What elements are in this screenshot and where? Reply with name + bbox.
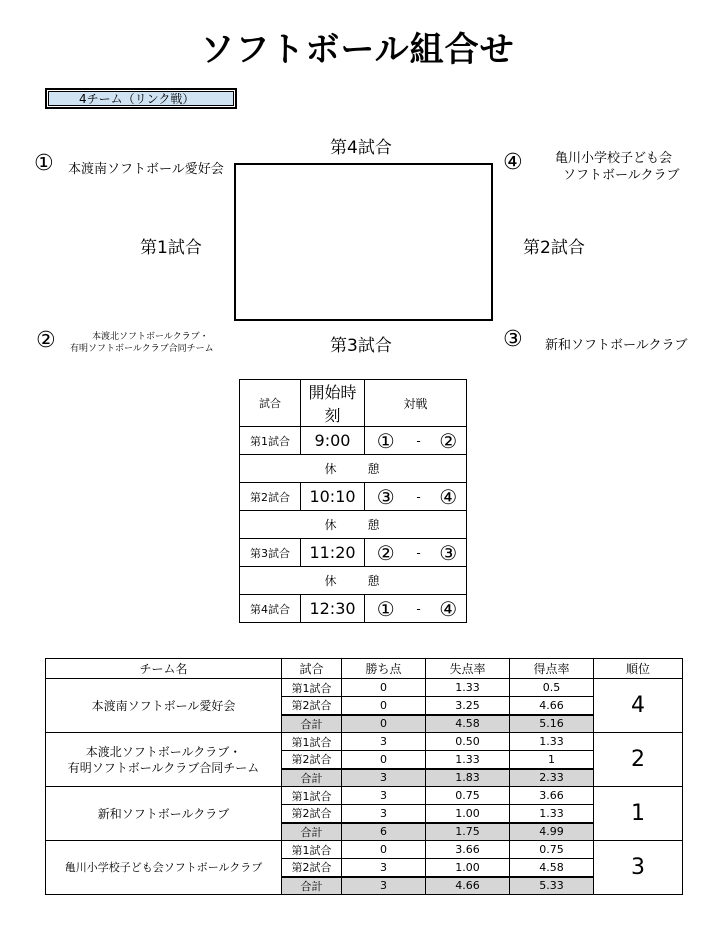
results-score-rate: 3.66 xyxy=(510,787,594,805)
rest-label-a: 休 xyxy=(324,462,339,476)
results-total-lost-rate: 1.75 xyxy=(426,823,510,841)
results-lost-rate: 1.33 xyxy=(426,679,510,697)
schedule-dash: - xyxy=(407,427,431,455)
court-diagram xyxy=(234,163,493,321)
schedule-team-a: ③ xyxy=(365,483,407,511)
schedule-dash: - xyxy=(407,539,431,567)
results-header-points: 勝ち点 xyxy=(342,659,426,679)
results-total-lost-rate: 4.58 xyxy=(426,715,510,733)
team-4-number: ④ xyxy=(503,150,523,175)
results-header-rank: 順位 xyxy=(594,659,683,679)
schedule-rest-row xyxy=(240,511,467,539)
schedule-team-a: ① xyxy=(365,595,407,623)
results-match: 第1試合 xyxy=(282,733,342,751)
results-rank: 3 xyxy=(594,841,683,895)
rest-label-b: 憩 xyxy=(367,462,382,476)
results-score-rate: 0.5 xyxy=(510,679,594,697)
schedule-header-row xyxy=(240,380,467,427)
results-total-points: 3 xyxy=(342,877,426,895)
results-lost-rate: 3.25 xyxy=(426,697,510,715)
results-points: 0 xyxy=(342,697,426,715)
results-score-rate: 1.33 xyxy=(510,733,594,751)
schedule-match: 第3試合 xyxy=(240,539,301,567)
results-lost-rate: 1.00 xyxy=(426,859,510,877)
results-team-name xyxy=(46,787,282,841)
schedule-match: 第2試合 xyxy=(240,483,301,511)
results-match: 第2試合 xyxy=(282,751,342,769)
team-1-number: ① xyxy=(34,151,54,176)
results-match: 第1試合 xyxy=(282,787,342,805)
results-points: 0 xyxy=(342,841,426,859)
results-row xyxy=(46,841,683,859)
schedule-rest xyxy=(240,567,467,595)
results-team-name xyxy=(46,841,282,895)
results-rank: 2 xyxy=(594,733,683,787)
schedule-row xyxy=(240,595,467,623)
results-total-score-rate: 2.33 xyxy=(510,769,594,787)
results-header-row xyxy=(46,659,683,679)
results-total-lost-rate: 1.83 xyxy=(426,769,510,787)
results-score-rate: 1.33 xyxy=(510,805,594,823)
results-match: 第2試合 xyxy=(282,697,342,715)
schedule-match: 第4試合 xyxy=(240,595,301,623)
results-row xyxy=(46,787,683,805)
team-4-name-line1: 亀川小学校子ども会 xyxy=(555,151,673,166)
team-3-name: 新和ソフトボールクラブ xyxy=(545,338,688,353)
results-header-team: チーム名 xyxy=(46,659,282,679)
schedule-time: 10:10 xyxy=(301,483,365,511)
results-score-rate: 0.75 xyxy=(510,841,594,859)
rest-label-a: 休 xyxy=(324,574,339,588)
results-match: 第1試合 xyxy=(282,841,342,859)
results-lost-rate: 3.66 xyxy=(426,841,510,859)
results-points: 0 xyxy=(342,751,426,769)
team-2-name-line1: 本渡北ソフトボールクラブ・ xyxy=(92,332,209,342)
results-total-label: 合計 xyxy=(282,715,342,733)
results-total-score-rate: 4.99 xyxy=(510,823,594,841)
results-header-lost-rate: 失点率 xyxy=(426,659,510,679)
team-name-line: 本渡南ソフトボール愛好会 xyxy=(91,698,236,713)
results-lost-rate: 0.75 xyxy=(426,787,510,805)
schedule-row xyxy=(240,483,467,511)
schedule-team-b: ② xyxy=(431,427,467,455)
schedule-time: 12:30 xyxy=(301,595,365,623)
page-title: ソフトボール組合せ xyxy=(200,30,515,70)
results-row xyxy=(46,733,683,751)
schedule-team-b: ③ xyxy=(431,539,467,567)
results-score-rate: 4.66 xyxy=(510,697,594,715)
format-label-box xyxy=(45,88,237,109)
team-2-number: ② xyxy=(36,328,56,353)
schedule-rest-row xyxy=(240,567,467,595)
schedule-row xyxy=(240,539,467,567)
results-row xyxy=(46,679,683,697)
schedule-dash: - xyxy=(407,483,431,511)
results-lost-rate: 1.33 xyxy=(426,751,510,769)
match-3-label: 第3試合 xyxy=(330,336,392,356)
schedule-rest xyxy=(240,455,467,483)
schedule-match: 第1試合 xyxy=(240,427,301,455)
schedule-team-a: ① xyxy=(365,427,407,455)
team-4-name-line2: ソフトボールクラブ xyxy=(563,168,680,183)
results-points: 0 xyxy=(342,679,426,697)
results-lost-rate: 0.50 xyxy=(426,733,510,751)
schedule-dash: - xyxy=(407,595,431,623)
match-1-label: 第1試合 xyxy=(140,238,202,258)
team-name-line: 新和ソフトボールクラブ xyxy=(97,806,230,821)
rest-label-b: 憩 xyxy=(367,518,382,532)
results-total-score-rate: 5.33 xyxy=(510,877,594,895)
schedule-team-a: ② xyxy=(365,539,407,567)
schedule-team-b: ④ xyxy=(431,483,467,511)
schedule-header-versus: 対戦 xyxy=(365,380,467,427)
results-total-label: 合計 xyxy=(282,877,342,895)
schedule-time: 11:20 xyxy=(301,539,365,567)
results-total-score-rate: 5.16 xyxy=(510,715,594,733)
schedule-rest xyxy=(240,511,467,539)
results-total-points: 6 xyxy=(342,823,426,841)
results-points: 3 xyxy=(342,733,426,751)
results-header-score-rate: 得点率 xyxy=(510,659,594,679)
results-total-label: 合計 xyxy=(282,823,342,841)
schedule-table xyxy=(239,379,467,623)
schedule-team-b: ④ xyxy=(431,595,467,623)
team-2-name-line2: 有明ソフトボールクラブ合同チーム xyxy=(70,344,214,354)
schedule-time: 9:00 xyxy=(301,427,365,455)
team-name-line: 有明ソフトボールクラブ合同チーム xyxy=(67,760,260,775)
results-total-label: 合計 xyxy=(282,769,342,787)
results-total-points: 3 xyxy=(342,769,426,787)
schedule-header-match: 試合 xyxy=(240,380,301,427)
match-4-label: 第4試合 xyxy=(330,138,392,158)
results-score-rate: 4.58 xyxy=(510,859,594,877)
results-team-name xyxy=(46,733,282,787)
rest-label-b: 憩 xyxy=(367,574,382,588)
results-points: 3 xyxy=(342,787,426,805)
results-total-points: 0 xyxy=(342,715,426,733)
schedule-rest-row xyxy=(240,455,467,483)
team-1-name: 本渡南ソフトボール愛好会 xyxy=(68,162,224,177)
results-header-match: 試合 xyxy=(282,659,342,679)
match-2-label: 第2試合 xyxy=(523,238,585,258)
results-points: 3 xyxy=(342,805,426,823)
results-match: 第2試合 xyxy=(282,805,342,823)
results-total-lost-rate: 4.66 xyxy=(426,877,510,895)
rest-label-a: 休 xyxy=(324,518,339,532)
team-name-line: 本渡北ソフトボールクラブ・ xyxy=(85,744,242,759)
team-name-line: 亀川小学校子ども会ソフトボールクラブ xyxy=(64,860,263,874)
format-label: 4チーム（リンク戦） xyxy=(48,91,234,106)
results-lost-rate: 1.00 xyxy=(426,805,510,823)
results-match: 第2試合 xyxy=(282,859,342,877)
results-table xyxy=(45,658,683,895)
results-rank: 1 xyxy=(594,787,683,841)
results-team-name xyxy=(46,679,282,733)
results-score-rate: 1 xyxy=(510,751,594,769)
schedule-row xyxy=(240,427,467,455)
results-rank: 4 xyxy=(594,679,683,733)
schedule-header-time: 開始時刻 xyxy=(301,380,365,427)
team-3-number: ③ xyxy=(503,327,523,352)
results-match: 第1試合 xyxy=(282,679,342,697)
results-points: 3 xyxy=(342,859,426,877)
